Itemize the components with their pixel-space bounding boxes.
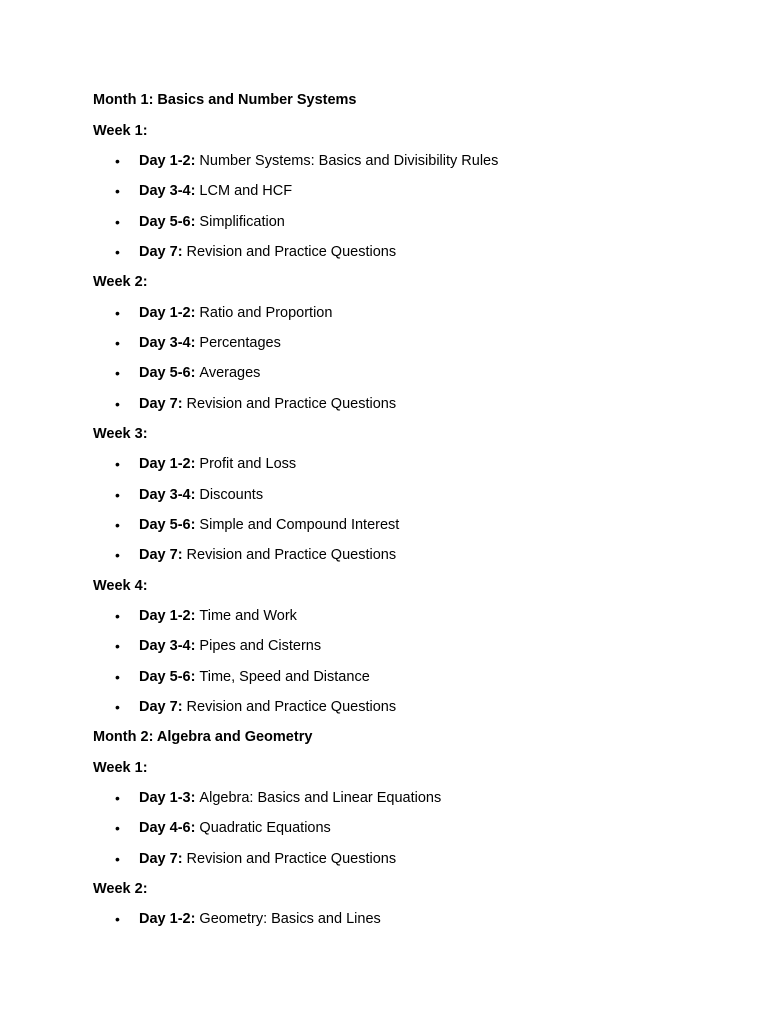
topic-text: Quadratic Equations [199,820,331,837]
day-label: Day 1-3: [139,790,196,807]
day-label: Day 7: [139,395,183,412]
topic-text: Averages [199,365,261,382]
list-item [93,449,733,479]
day-label: Day 1-2: [139,304,196,321]
bullet-icon: • [115,334,120,351]
topic-text: Percentages [199,334,281,351]
day-label: Day 3-4: [139,486,196,503]
list-item [93,904,733,934]
list-item [93,146,733,176]
bullet-icon: • [115,547,120,564]
topic-text: Time and Work [199,608,297,625]
month-heading: Month 2: Algebra and Geometry [93,729,313,746]
bullet-icon: • [115,395,120,412]
topic-text: Time, Speed and Distance [199,668,370,685]
document-page [93,85,733,935]
list-item [93,692,733,722]
topic-text: Profit and Loss [199,456,297,473]
day-label: Day 5-6: [139,365,196,382]
bullet-icon: • [115,456,120,473]
day-label: Day 1-2: [139,456,196,473]
topic-text: LCM and HCF [199,183,293,200]
list-item [93,662,733,692]
day-label: Day 7: [139,243,183,260]
week-heading: Week 1: [93,122,148,139]
list-item [93,237,733,267]
topic-text: Revision and Practice Questions [186,395,397,412]
list-item [93,510,733,540]
list-item [93,297,733,327]
day-label: Day 7: [139,850,183,867]
topic-text: Revision and Practice Questions [186,243,397,260]
list-item [93,540,733,570]
day-label: Day 7: [139,699,183,716]
topic-text: Discounts [199,486,264,503]
bullet-icon: • [115,486,120,503]
list-item [93,813,733,843]
list-item [93,479,733,509]
list-item [93,601,733,631]
day-label: Day 7: [139,547,183,564]
list-item [93,176,733,206]
bullet-icon: • [115,699,120,716]
topic-text: Number Systems: Basics and Divisibility Rules [199,152,499,169]
day-label: Day 4-6: [139,820,196,837]
list-item [93,328,733,358]
bullet-icon: • [115,608,120,625]
bullet-icon: • [115,668,120,685]
bullet-icon: • [115,850,120,867]
day-label: Day 1-2: [139,608,196,625]
bullet-icon: • [115,152,120,169]
list-item [93,358,733,388]
week-heading: Week 4: [93,577,148,594]
list-item [93,783,733,813]
topic-text: Ratio and Proportion [199,304,333,321]
topic-text: Revision and Practice Questions [186,699,397,716]
day-label: Day 1-2: [139,152,196,169]
week-heading: Week 3: [93,425,148,442]
day-label: Day 3-4: [139,638,196,655]
day-label: Day 5-6: [139,213,196,230]
topic-text: Geometry: Basics and Lines [199,911,381,928]
week-heading: Week 2: [93,881,148,898]
bullet-icon: • [115,243,120,260]
list-item [93,388,733,418]
topic-text: Algebra: Basics and Linear Equations [199,790,442,807]
bullet-icon: • [115,213,120,230]
bullet-icon: • [115,638,120,655]
day-label: Day 3-4: [139,183,196,200]
bullet-icon: • [115,820,120,837]
day-label: Day 1-2: [139,911,196,928]
month-heading: Month 1: Basics and Number Systems [93,92,357,109]
day-label: Day 5-6: [139,668,196,685]
bullet-icon: • [115,183,120,200]
list-item [93,206,733,236]
list-item [93,844,733,874]
bullet-icon: • [115,911,120,928]
bullet-icon: • [115,790,120,807]
week-heading: Week 2: [93,274,148,291]
topic-text: Simplification [199,213,285,230]
day-label: Day 3-4: [139,334,196,351]
bullet-icon: • [115,365,120,382]
list-item [93,631,733,661]
day-label: Day 5-6: [139,516,196,533]
topic-text: Revision and Practice Questions [186,850,397,867]
topic-text: Simple and Compound Interest [199,516,400,533]
topic-text: Revision and Practice Questions [186,547,397,564]
topic-text: Pipes and Cisterns [199,638,322,655]
week-heading: Week 1: [93,759,148,776]
bullet-icon: • [115,304,120,321]
bullet-icon: • [115,516,120,533]
